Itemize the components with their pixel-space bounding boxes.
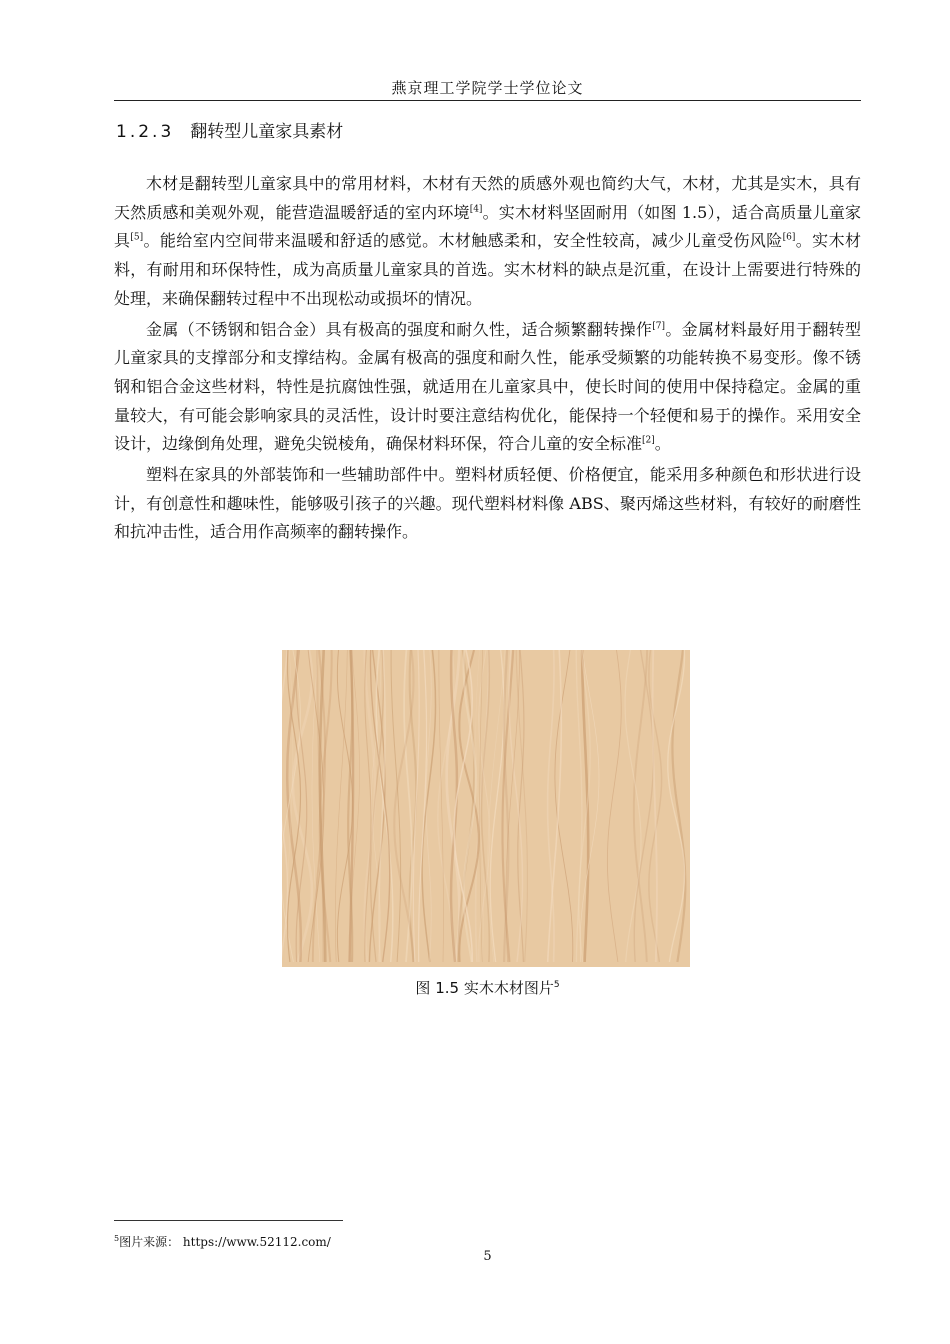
text-run: 。实木材料，有耐用和环保特性，成为高质量儿童家具的首选。实木材料的缺点是沉重，在设计上需要进行特殊的处理，来确保翻转过程中不出现松动或损坏的情况。 [114, 231, 861, 308]
caption-text: 图 1.5 实木木材图片 [415, 979, 554, 997]
paragraph-wood [114, 170, 861, 314]
footnote [114, 1233, 331, 1250]
citation: [2] [642, 436, 655, 446]
section-heading [116, 117, 343, 142]
citation: [5] [130, 233, 144, 244]
wood-texture-image [282, 650, 690, 967]
figure-caption [114, 977, 861, 998]
header-rule [114, 100, 861, 101]
running-header: 燕京理工学院学士学位论文 [391, 79, 584, 97]
section-number: 1.2.3 [116, 122, 175, 142]
paragraph-metal [114, 316, 861, 460]
footnote-rule [114, 1220, 343, 1221]
text-run: 金属（不锈钢和铝合金）具有极高的强度和耐久性，适合频繁翻转操作 [146, 319, 653, 339]
footnote-mark: 5 [114, 1234, 120, 1243]
section-title: 翻转型儿童家具素材 [190, 122, 344, 142]
paragraph-plastic [114, 461, 861, 547]
footnote-text: 图片来源： https://www.52112.com/ [119, 1235, 331, 1249]
citation: [7] [652, 321, 666, 332]
text-run: 。金属材料最好用于翻转型儿童家具的支撑部分和支撑结构。金属有极高的强度和耐久性，能承受频繁的功能转换不易变形。像不锈钢和铝合金这些材料，特性是抗腐蚀性强，就适用在儿童家具中，使长时间的使用中保持稳定。金属的重量较大，有可能会影响家具的灵活性，设计时要注意结构优化，能保持一个轻便和易于的操作。采用安全设计，边缘倒角处理，避免尖锐棱角，确保材料环保，符合儿童的安全标准 [114, 319, 861, 454]
caption-note: 5 [553, 980, 560, 990]
body-text [114, 170, 861, 549]
text-run: 木材是翻转型儿童家具中的常用材料，木材有天然的质感外观也简约大气，木材，尤其是实木，具有天然质感和美观外观，能营造温暖舒适的室内环境 [114, 174, 861, 222]
page-number: 5 [483, 1249, 492, 1264]
text-run: 。能给室内空间带来温暖和舒适的感觉。木材触感柔和，安全性较高，减少儿童受伤风险 [143, 231, 783, 251]
citation: [4] [469, 204, 483, 215]
text-run: 。实木材料坚固耐用（如图 1.5），适合高质量儿童家具 [114, 202, 861, 251]
text-run: 塑料在家具的外部装饰和一些辅助部件中。塑料材质轻便、价格便宜，能采用多种颜色和形状进行设计，有创意性和趣味性，能够吸引孩子的兴趣。现代塑料材料像 ABS、聚丙烯这些材料，有较好的耐磨性和抗冲击性，适合用作高频率的翻转操作。 [114, 465, 861, 542]
citation: [6] [782, 233, 796, 244]
text-run: 。 [654, 434, 671, 454]
